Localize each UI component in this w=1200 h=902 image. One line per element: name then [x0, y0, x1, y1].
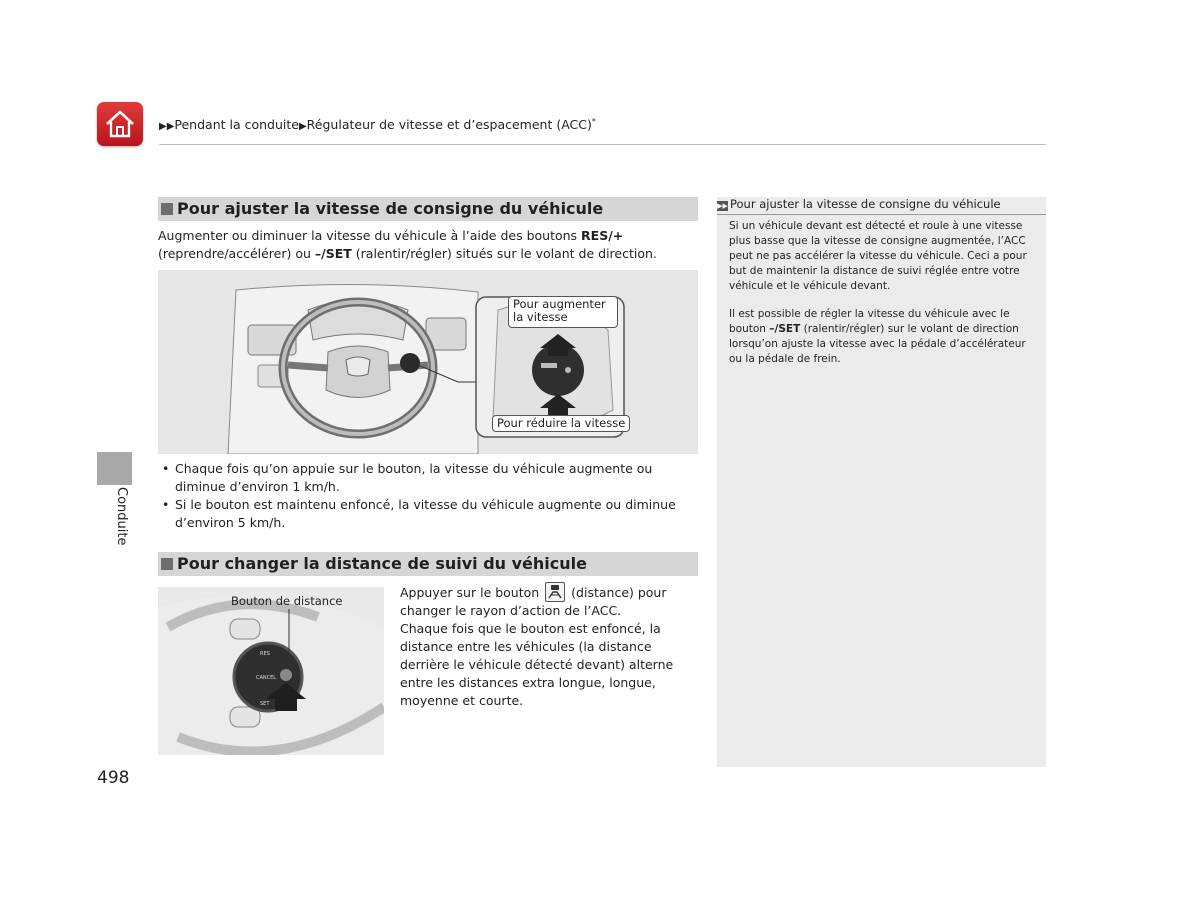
side-note-panel	[717, 197, 1046, 767]
distance-button-illustration	[158, 587, 384, 755]
note-title-text: Pour ajuster la vitesse de consigne du véhicule	[730, 197, 1001, 211]
header-divider	[159, 144, 1046, 145]
section-heading-distance	[158, 552, 698, 576]
speed-bullet-list	[162, 460, 698, 532]
set-button-label: SET	[260, 701, 270, 707]
breadcrumb-arrow-icon: ▶	[298, 121, 307, 133]
list-item: • Chaque fois qu’on appuie sur le bouton, la vitesse du véhicule augmente ou diminue d’environ 1 km/h.	[162, 460, 698, 496]
breadcrumb-item-driving[interactable]: Pendant la conduite	[174, 117, 299, 133]
section1-intro	[158, 227, 698, 263]
callout-increase-speed: Pour augmenter la vitesse	[508, 296, 618, 328]
set-button-ref: –/SET	[769, 323, 801, 335]
intro-text: (ralentir/régler) situés sur le volant de direction.	[351, 246, 657, 261]
distance-button-label: Bouton de distance	[231, 594, 343, 608]
intro-text: (reprendre/accélérer) ou	[158, 246, 315, 261]
set-button-ref: –/SET	[314, 246, 352, 261]
section-title: Pour ajuster la vitesse de consigne du véhicule	[177, 199, 604, 218]
note-title	[717, 197, 1046, 215]
section2-description	[400, 582, 700, 710]
breadcrumb-item-acc[interactable]: Régulateur de vitesse et d’espacement (ACC)	[306, 117, 592, 133]
chapter-tab-marker[interactable]	[97, 452, 132, 485]
distance-button-figure	[158, 587, 384, 755]
heading-square-icon	[161, 558, 173, 570]
home-button[interactable]	[97, 102, 143, 146]
note-paragraph: Si un véhicule devant est détecté et roule à une vitesse plus basse que la vitesse de consigne augmentée, l’ACC peut ne pas accélérer la vitesse du véhicule. Ceci a pour but de maintenir la distance de suivi réglée entre votre véhicule et le véhicule devant.	[729, 220, 1027, 292]
distance-icon	[545, 582, 565, 602]
breadcrumb	[159, 117, 596, 132]
page-number: 498	[97, 768, 130, 788]
callout-decrease-speed: Pour réduire la vitesse	[492, 415, 630, 432]
res-button-label: RES	[260, 651, 270, 657]
steering-wheel-figure	[158, 270, 698, 454]
list-item: • Si le bouton est maintenu enfoncé, la vitesse du véhicule augmente ou diminue d’environ 5 km/h.	[162, 496, 698, 532]
breadcrumb-arrow-icon: ▶▶	[159, 121, 175, 133]
section-title: Pour changer la distance de suivi du véhicule	[177, 554, 587, 573]
footnote-mark: *	[591, 117, 596, 126]
heading-square-icon	[161, 203, 173, 215]
desc-text: (distance) pour changer le rayon d’action de l’ACC.	[400, 585, 667, 618]
note-text: (ralentir/régler) sur le volant de direction lorsqu’on ajuste la vitesse avec la pédale d’accélérateur ou la pédale de frein.	[729, 323, 1026, 365]
note-text: Il est possible de régler la vitesse du véhicule avec le bouton	[729, 308, 1010, 335]
intro-text: Augmenter ou diminuer la vitesse du véhicule à l’aide des boutons	[158, 228, 582, 243]
res-button-ref: RES/+	[581, 228, 624, 243]
note-reference-icon: ▶▶	[717, 202, 728, 210]
desc-text: Chaque fois que le bouton est enfoncé, la distance entre les véhicules (la distance derrière le véhicule détecté devant) alterne entre les distances extra longue, longue, moyenne et courte.	[400, 621, 674, 708]
note-paragraph	[729, 307, 1037, 367]
section-heading-speed	[158, 197, 698, 221]
desc-text: Appuyer sur le bouton	[400, 585, 544, 600]
chapter-tab-label: Conduite	[114, 487, 129, 546]
cancel-button-label: CANCEL	[256, 675, 277, 681]
home-icon	[103, 107, 137, 141]
